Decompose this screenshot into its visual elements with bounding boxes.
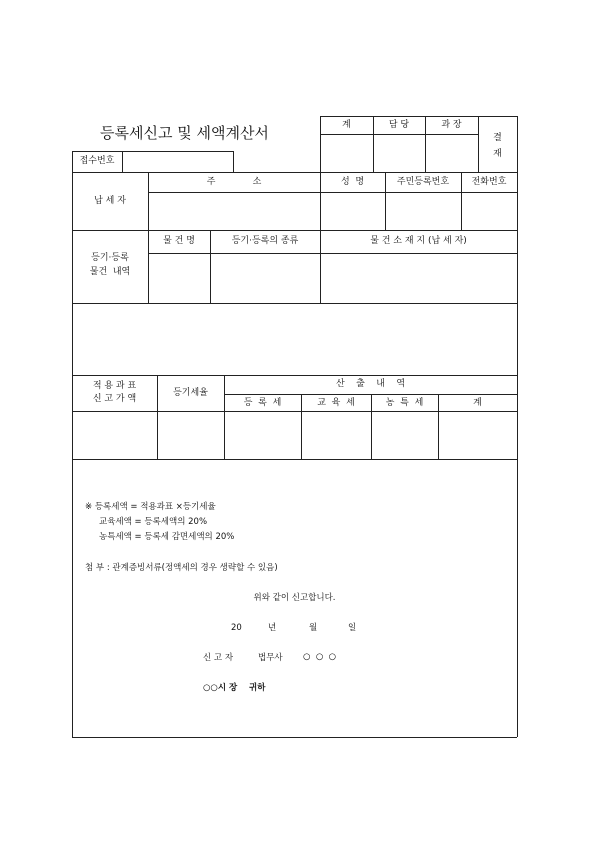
registration-tax-field[interactable] [225,412,300,458]
resident-id-header: 주민등록번호 [396,177,450,187]
education-tax-header: 교 육 세 [317,398,355,408]
resident-id-field[interactable] [386,193,460,229]
item-name-header: 물 건 명 [163,236,195,246]
item-name-field[interactable] [149,254,209,302]
approval-col-3: 과 장 [441,120,462,130]
form-title: 등록세신고 및 세액계산서 [100,124,269,142]
date-year: 20 [231,623,242,633]
address-field[interactable] [149,193,319,229]
calculation-detail-header: 산 출 내 역 [335,379,406,389]
registration-tax-header: 등 록 세 [243,398,282,408]
rural-special-tax-field[interactable] [372,412,437,458]
addressee: ○○시 장 귀하 [203,683,266,693]
receipt-number-field[interactable] [123,152,232,171]
total-tax-field[interactable] [439,412,516,458]
receipt-number-label: 접수번호 [79,156,115,166]
attachment-note: 첨 부 : 관계증빙서류(정액세의 경우 생략할 수 있음) [85,563,278,573]
approval-side-bottom: 재 [493,149,502,159]
date-day-label: 일 [348,623,357,633]
blank-area[interactable] [73,304,516,374]
property-location-field[interactable] [321,254,516,302]
date-year-label: 년 [268,623,277,633]
declaration-text: 위와 같이 신고합니다. [253,593,336,603]
property-location-header: 물 건 소 재 지 (납 세 자) [370,236,467,246]
property-label-line2: 물건 내역 [89,267,131,277]
registration-type-field[interactable] [211,254,319,302]
tax-base-field[interactable] [73,412,156,458]
note-formula-registration: ※ 등록세액 = 적용과표 ×등기세율 [85,502,216,512]
approval-col-2: 담 당 [388,120,410,130]
name-header: 성 명 [340,177,365,187]
total-header: 계 [473,398,482,408]
reporter-role: 법무사 [258,653,283,663]
reporter-name: ○ ○ ○ [303,652,337,662]
reporter-label: 신 고 자 [203,653,234,663]
registration-type-header: 등기·등록의 종류 [231,236,299,246]
property-label-line1: 등기·등록 [91,253,129,263]
taxpayer-label: 납 세 자 [94,196,126,206]
tax-rate-header: 등기세율 [173,388,208,398]
tax-base-label-line2: 신 고 가 액 [92,394,137,404]
rural-special-tax-header: 농 특 세 [385,398,424,408]
name-field[interactable] [321,193,384,229]
address-header: 주 소 [206,177,262,187]
approval-col-1: 계 [342,120,351,130]
tax-rate-field[interactable] [158,412,223,458]
education-tax-field[interactable] [302,412,370,458]
phone-field[interactable] [462,193,516,229]
note-formula-rural: 농특세액 = 등록세 감면세액의 20% [99,532,235,542]
date-month-label: 월 [309,623,318,633]
note-formula-education: 교육세액 = 등록세액의 20% [99,517,208,527]
phone-header: 전화번호 [471,177,507,187]
tax-base-label-line1: 적 용 과 표 [92,381,137,391]
approval-side-top: 결 [493,133,502,143]
